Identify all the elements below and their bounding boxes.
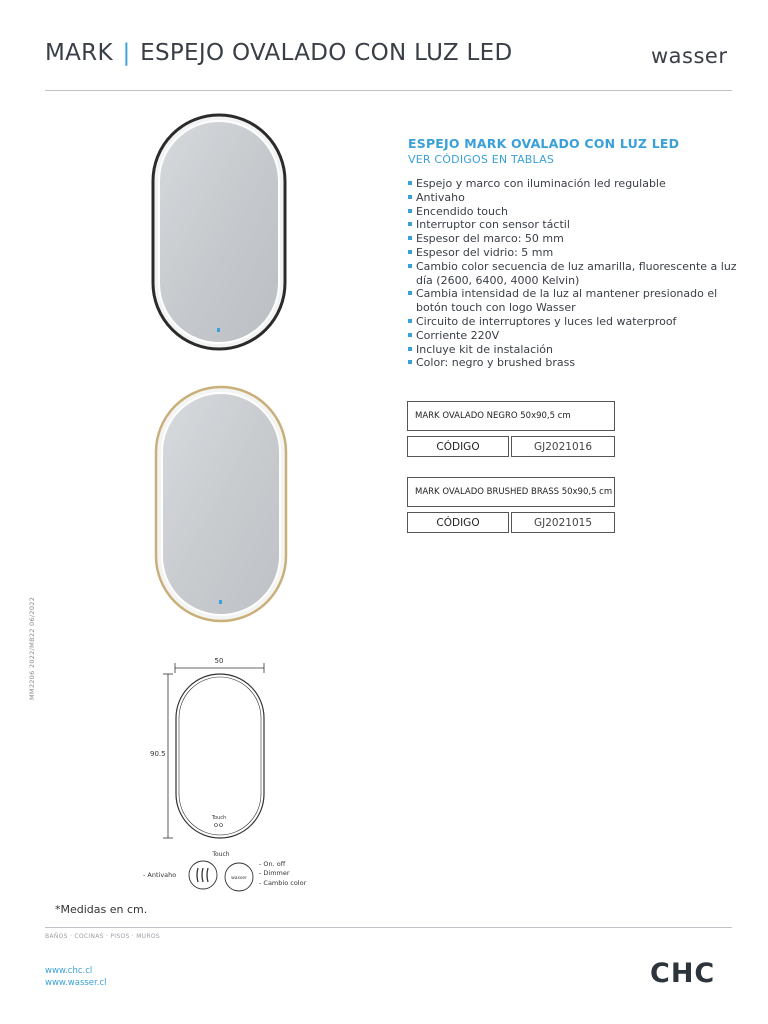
feature-item: Cambia intensidad de la luz al mantener presionado el botón touch con logo Wasser xyxy=(408,287,738,315)
width-label: 50 xyxy=(214,657,224,665)
bullet-icon xyxy=(408,181,412,185)
bullet-icon xyxy=(408,264,412,268)
antivaho-button-icon xyxy=(189,861,217,889)
mirror-inner-outline xyxy=(179,677,261,835)
code-label: CÓDIGO xyxy=(407,512,509,533)
chc-logo: CHC xyxy=(650,958,716,989)
touch-button-icon xyxy=(215,824,218,827)
bullet-icon xyxy=(408,250,412,254)
code-label: CÓDIGO xyxy=(407,436,509,457)
page-title xyxy=(45,40,513,66)
dimension-diagram xyxy=(140,650,330,900)
document-code: MM2206 2022/MB22 06/2022 xyxy=(28,596,36,700)
feature-item: Circuito de interruptores y luces led waterproof xyxy=(408,315,738,329)
product-title: ESPEJO MARK OVALADO CON LUZ LED xyxy=(408,136,680,151)
height-label: 90.5 xyxy=(150,750,166,758)
code-value: GJ2021015 xyxy=(511,512,615,533)
chc-website-link[interactable]: www.chc.cl xyxy=(45,966,93,976)
bullet-icon xyxy=(408,347,412,351)
touch-sensor-icon xyxy=(219,600,222,604)
function-color-change: - Cambio color xyxy=(259,879,307,887)
bullet-icon xyxy=(408,319,412,323)
bullet-icon xyxy=(408,291,412,295)
bullet-icon xyxy=(408,222,412,226)
table-product-name: MARK OVALADO NEGRO 50x90,5 cm xyxy=(407,401,615,431)
product-subtitle: VER CÓDIGOS EN TABLAS xyxy=(408,153,555,166)
touch-sensor-icon xyxy=(217,328,220,332)
mirror-outline xyxy=(176,674,264,838)
brass-mirror-glass xyxy=(162,393,280,615)
feature-item: Espesor del marco: 50 mm xyxy=(408,232,738,246)
function-dimmer: - Dimmer xyxy=(259,869,290,877)
touch-button-icon xyxy=(220,824,223,827)
black-mirror-glass xyxy=(159,121,279,343)
product-heading: ESPEJO OVALADO CON LUZ LED xyxy=(140,40,513,66)
feature-item: Encendido touch xyxy=(408,205,738,219)
bullet-icon xyxy=(408,195,412,199)
brass-mirror-image xyxy=(153,384,289,624)
bullet-icon xyxy=(408,360,412,364)
table-row xyxy=(407,436,615,457)
feature-item: Espejo y marco con iluminación led regulable xyxy=(408,177,738,191)
button-brand-label: wasser xyxy=(231,876,247,881)
code-table-brass xyxy=(407,477,615,533)
function-on-off: - On. off xyxy=(259,860,286,868)
bullet-icon xyxy=(408,209,412,213)
touch-label-mirror: Touch xyxy=(211,815,227,821)
bullet-icon xyxy=(408,333,412,337)
table-product-name: MARK OVALADO BRUSHED BRASS 50x90,5 cm xyxy=(407,477,615,507)
feature-item: Espesor del vidrio: 5 mm xyxy=(408,246,738,260)
title-separator: | xyxy=(122,40,131,66)
footer-tagline: BAÑOS · COCINAS · PISOS · MUROS xyxy=(45,933,160,940)
feature-item: Antivaho xyxy=(408,191,738,205)
feature-item: Interruptor con sensor táctil xyxy=(408,218,738,232)
feature-list xyxy=(408,177,738,370)
feature-item: Cambio color secuencia de luz amarilla, fluorescente a luz día (2600, 6400, 4000 Kelvin) xyxy=(408,260,738,288)
header-divider xyxy=(45,90,732,91)
footer-divider xyxy=(45,927,732,928)
code-value: GJ2021016 xyxy=(511,436,615,457)
table-row xyxy=(407,512,615,533)
measurements-note: *Medidas en cm. xyxy=(55,903,148,916)
wasser-website-link[interactable]: www.wasser.cl xyxy=(45,978,107,988)
touch-legend-label: Touch xyxy=(212,851,230,858)
black-mirror-image xyxy=(150,112,288,352)
antivaho-label: - Antivaho xyxy=(143,871,177,879)
feature-item: Corriente 220V xyxy=(408,329,738,343)
feature-item: Color: negro y brushed brass xyxy=(408,356,738,370)
code-table-negro xyxy=(407,401,615,457)
wasser-logo: wasser xyxy=(651,44,728,68)
bullet-icon xyxy=(408,236,412,240)
feature-item: Incluye kit de instalación xyxy=(408,343,738,357)
model-name: MARK xyxy=(45,40,113,66)
